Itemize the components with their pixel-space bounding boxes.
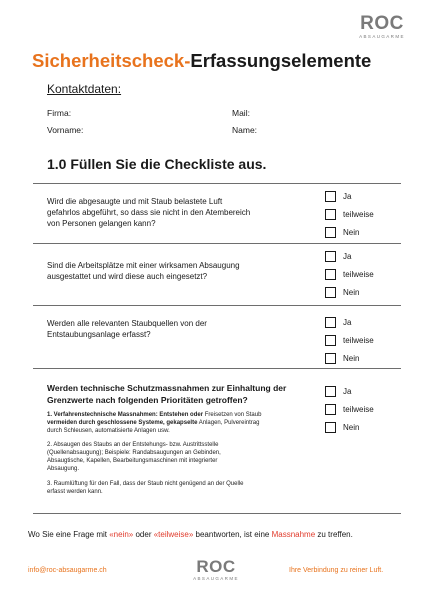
logo-subtitle: ABSAUGARME [359,34,405,39]
option-teilweise[interactable] [325,402,374,416]
option-ja[interactable] [325,189,374,203]
options-q3 [325,315,374,365]
checkbox[interactable] [325,422,336,433]
option-label: Ja [343,251,352,261]
option-nein[interactable] [325,225,374,239]
divider [33,183,401,184]
options-q2 [325,249,374,299]
option-nein[interactable] [325,351,374,365]
divider [33,513,401,514]
option-label: Nein [343,353,360,363]
divider [33,368,401,369]
logo-subtitle: ABSAUGARME [193,576,239,581]
note-text: Wo Sie eine Frage mit [28,530,110,539]
question-text-line: Wird die abgesaugte und mit Staub belastete Luft [47,197,223,206]
question-text-line: ausgestattet und wird diese auch eingesetzt? [47,272,208,281]
question-4-item-1 [47,411,317,435]
note-nein: «nein» [109,530,134,539]
checkbox[interactable] [325,335,336,346]
options-q4 [325,384,374,434]
option-label: Ja [343,386,352,396]
instruction-note [28,530,353,539]
option-label: teilweise [343,335,374,345]
divider [33,305,401,306]
option-ja[interactable] [325,249,374,263]
option-label: Ja [343,317,352,327]
option-label: teilweise [343,209,374,219]
logo-mark: ROC [196,557,236,576]
detail-text: 3. Raumlüftung für den Fall, dass der Staub nicht genügend an der Quelle [47,481,244,487]
question-text-line: Werden technische Schutzmassnahmen zur Einhaltung der [47,383,287,393]
checkbox[interactable] [325,251,336,262]
option-label: Nein [343,227,360,237]
option-ja[interactable] [325,384,374,398]
footer-logo [191,558,241,582]
question-2 [47,260,312,282]
field-name[interactable]: Name: [232,125,258,135]
detail-bold: 1. Verfahrenstechnische Massnahmen: Entstehen oder [47,412,204,418]
footer-slogan: Ihre Verbindung zu reiner Luft. [289,567,384,574]
field-vorname[interactable]: Vorname: [47,125,84,135]
page-title [32,50,371,72]
option-label: Nein [343,422,360,432]
detail-text: Absaugtische, Kapellen, Bearbeitungsmaschinen mit integrierter [47,458,218,464]
question-3 [47,318,312,340]
option-teilweise[interactable] [325,207,374,221]
checkbox[interactable] [325,209,336,220]
note-massnahme: Massnahme [271,530,316,539]
contact-heading: Kontaktdaten: [47,82,122,96]
note-text: zu treffen. [315,530,353,539]
option-label: Nein [343,287,360,297]
checkbox[interactable] [325,287,336,298]
checkbox[interactable] [325,386,336,397]
logo-mark: ROC [360,13,404,34]
checkbox[interactable] [325,227,336,238]
checkbox[interactable] [325,404,336,415]
checklist-heading: 1.0 Füllen Sie die Checkliste aus. [47,156,267,172]
question-text-line: gefahrlos abgeführt, so dass sie nicht in den Atembereich [47,208,251,217]
question-4-item-2 [47,441,317,473]
option-label: teilweise [343,404,374,414]
option-teilweise[interactable] [325,267,374,281]
detail-text: Anlagen, Pulvereintrag [197,420,260,426]
title-main: Erfassungselemente [190,50,372,71]
note-text: beantworten, ist eine [193,530,272,539]
detail-text: durch Schleusen, automatisierte Anlagen usw. [47,428,170,434]
option-nein[interactable] [325,420,374,434]
field-mail[interactable]: Mail: [232,108,250,118]
options-q1 [325,189,374,239]
note-teilweise: «teilweise» [153,530,194,539]
option-teilweise[interactable] [325,333,374,347]
question-4-item-3 [47,480,322,496]
question-text-line: Sind die Arbeitsplätze mit einer wirksamen Absaugung [47,261,240,270]
option-nein[interactable] [325,285,374,299]
field-firma[interactable]: Firma: [47,108,72,118]
option-label: Ja [343,191,352,201]
detail-text: Absaugung. [47,466,80,472]
detail-bold: vermeiden durch geschlossene Systeme, gekapselte [47,420,198,426]
checkbox[interactable] [325,317,336,328]
detail-text: 2. Absaugen des Staubs an der Entstehungs- bzw. Austrittsstelle [47,442,219,448]
checkbox[interactable] [325,269,336,280]
option-ja[interactable] [325,315,374,329]
footer-email[interactable]: info@roc-absaugarme.ch [28,567,107,574]
header-logo [357,14,407,40]
question-text-line: Grenzwerte nach folgenden Prioritäten getroffen? [47,394,248,405]
checkbox[interactable] [325,191,336,202]
checkbox[interactable] [325,353,336,364]
option-label: teilweise [343,269,374,279]
question-1 [47,196,312,229]
question-4 [47,383,317,406]
question-text-line: Werden alle relevanten Staubquellen von der [47,319,207,328]
detail-text: Freisetzen von Staub [203,412,262,418]
title-accent: Sicherheitscheck- [32,50,191,71]
divider [33,243,401,244]
question-text-line: Entstaubungsanlage erfasst? [47,330,151,339]
detail-text: (Quellenabsaugung); Beispiele: Randabsaugungen an Gebinden, [47,450,221,456]
question-text-line: von Personen gelangen kann? [47,219,156,228]
note-text: oder [133,530,154,539]
detail-text: erfasst werden kann. [47,489,103,495]
